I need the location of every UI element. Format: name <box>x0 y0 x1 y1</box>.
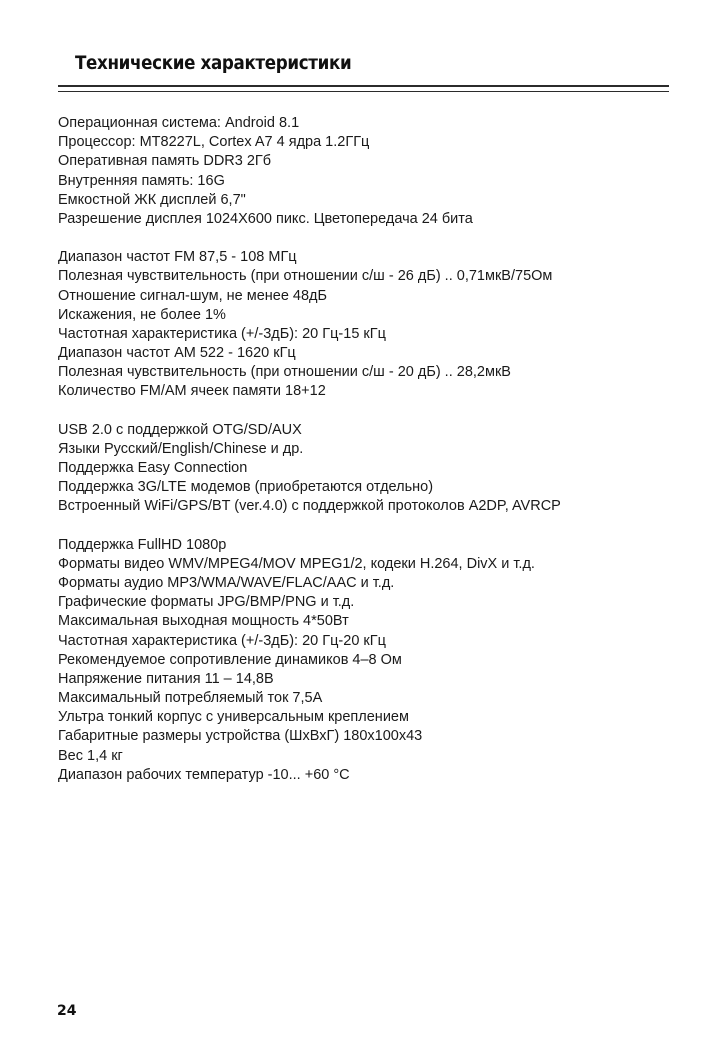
spec-line: Максимальная выходная мощность 4*50Вт <box>58 613 349 630</box>
spec-line: Диапазон частот FM 87,5 - 108 МГц <box>58 249 297 266</box>
spec-line: Форматы аудио MP3/WMA/WAVE/FLAC/AAC и т.д. <box>58 574 395 591</box>
spec-group-system <box>58 114 698 229</box>
spec-line: Напряжение питания 11 – 14,8В <box>58 670 274 687</box>
spec-line: Емкостной ЖК дисплей 6,7" <box>58 191 246 208</box>
spec-line: Габаритные размеры устройства (ШхВхГ) 180х100х43 <box>58 728 423 745</box>
spec-line: Диапазон рабочих температур -10... +60 °С <box>58 766 350 783</box>
spec-line: Рекомендуемое сопротивление динамиков 4–8 Ом <box>58 651 402 668</box>
spec-line: Искажения, не более 1% <box>58 306 226 323</box>
spec-group-media-power <box>58 536 698 785</box>
spec-line: Поддержка FullHD 1080p <box>58 536 227 553</box>
page-number: 24 <box>57 1003 77 1019</box>
spec-line: Отношение сигнал-шум, не менее 48дБ <box>58 287 328 304</box>
spec-line: Полезная чувствительность (при отношении с/ш - 26 дБ) .. 0,71мкВ/75Ом <box>58 268 553 285</box>
spec-line: Количество FM/AM ячеек памяти 18+12 <box>58 383 326 400</box>
spec-line: Полезная чувствительность (при отношении с/ш - 20 дБ) .. 28,2мкВ <box>58 364 511 381</box>
title-underline-thick <box>58 85 669 87</box>
spec-line: Операционная система: Android 8.1 <box>58 115 300 131</box>
spec-line: Диапазон частот AM 522 - 1620 кГц <box>58 345 296 362</box>
spec-line: USB 2.0 с поддержкой OTG/SD/AUX <box>58 421 302 438</box>
spec-line: Языки Русский/English/Chinese и др. <box>58 440 304 457</box>
spec-group-radio <box>58 248 698 402</box>
spec-line: Частотная характеристика (+/-3дБ): 20 Гц-20 кГц <box>58 632 386 649</box>
spec-line: Ультра тонкий корпус с универсальным креплением <box>58 709 409 726</box>
spec-line: Поддержка 3G/LTE модемов (приобретаются отдельно) <box>58 479 434 496</box>
spec-line: Форматы видео WMV/MPEG4/MOV MPEG1/2, кодеки H.264, DivX и т.д. <box>58 555 535 572</box>
spec-line: Процессор: MT8227L, Cortex A7 4 ядра 1.2ГГц <box>58 134 370 151</box>
spec-line: Максимальный потребляемый ток 7,5А <box>58 690 323 707</box>
spec-group-connectivity <box>58 421 698 517</box>
spec-line: Вес 1,4 кг <box>58 747 123 764</box>
spec-line: Оперативная память DDR3 2Гб <box>58 153 272 170</box>
spec-line: Графические форматы JPG/BMP/PNG и т.д. <box>58 594 355 611</box>
spec-line: Встроенный WiFi/GPS/BT (ver.4.0) с поддержкой протоколов A2DP, AVRCP <box>58 498 561 515</box>
spec-line: Поддержка Easy Connection <box>58 460 248 476</box>
page-title: Технические характеристики <box>75 52 352 74</box>
specifications-list <box>58 114 698 804</box>
spec-line: Внутренняя память: 16G <box>58 172 225 189</box>
spec-line: Частотная характеристика (+/-3дБ): 20 Гц-15 кГц <box>58 325 386 342</box>
title-underline-thin <box>58 91 669 92</box>
spec-line: Разрешение дисплея 1024Х600 пикс. Цветопередача 24 бита <box>58 210 473 227</box>
